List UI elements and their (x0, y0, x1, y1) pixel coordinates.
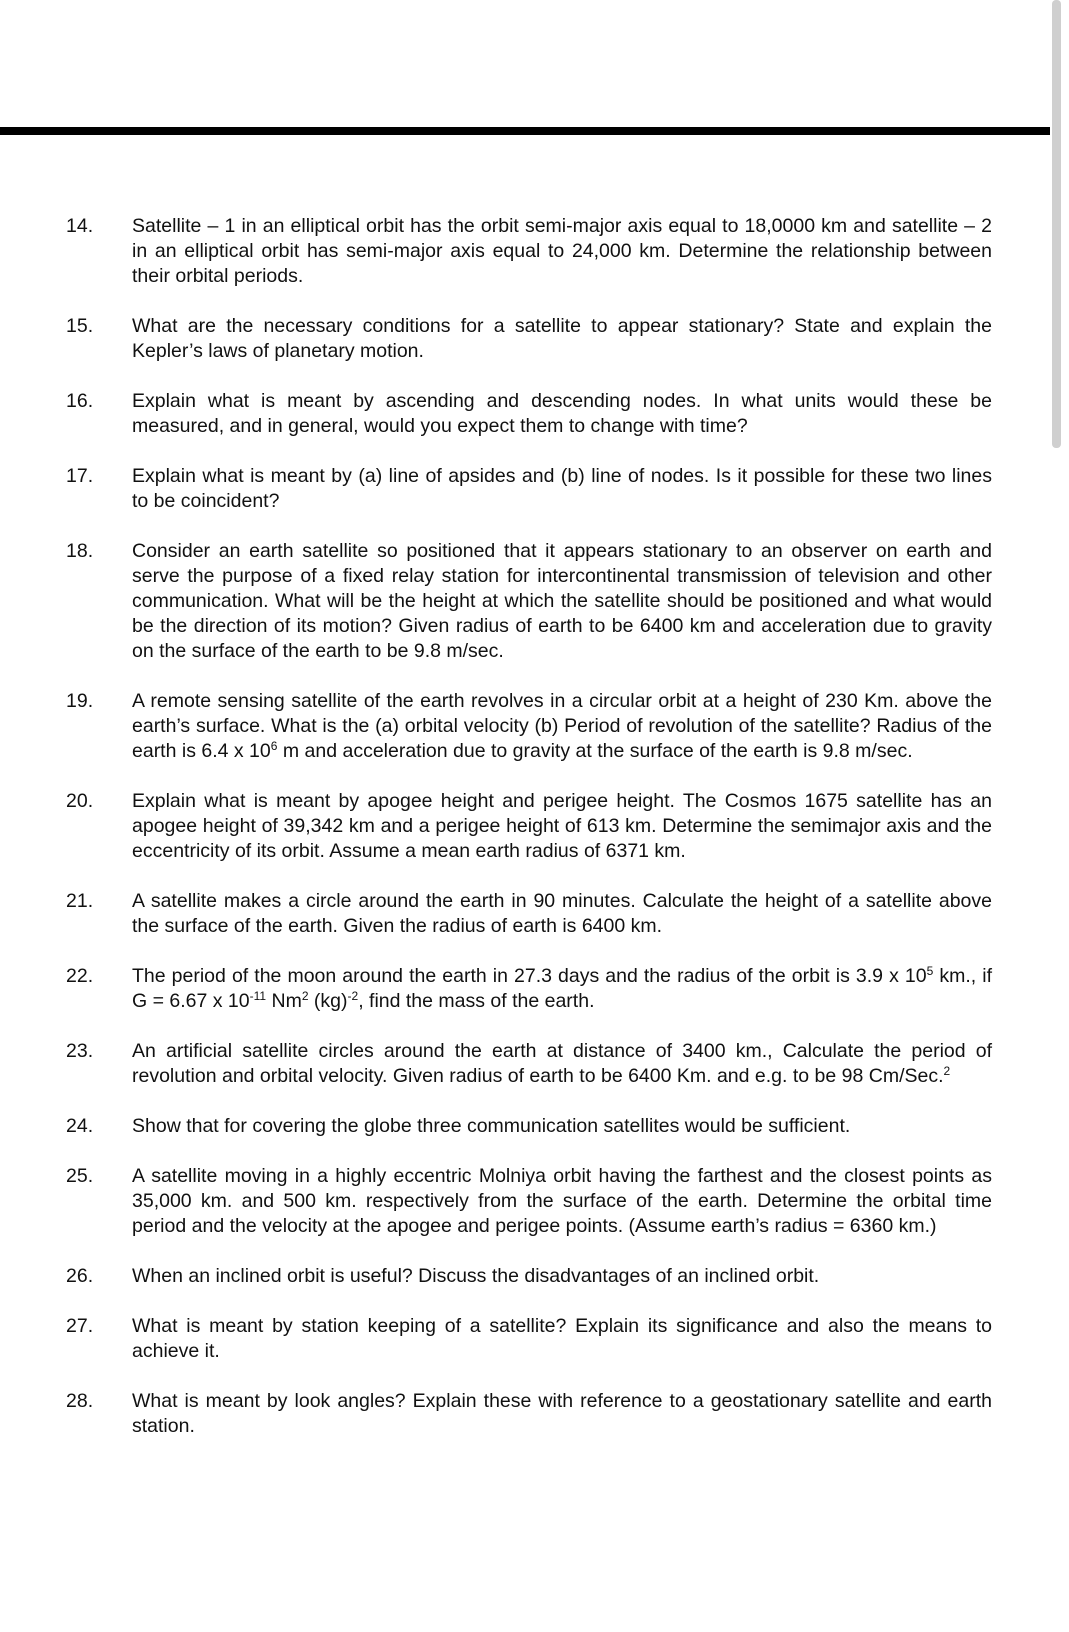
superscript: 2 (301, 989, 309, 1003)
text-run: Show that for covering the globe three communication satellites would be sufficient. (132, 1115, 851, 1137)
question-item (66, 389, 992, 439)
superscript: 5 (926, 964, 934, 978)
question-number: 22. (66, 965, 94, 987)
scrollbar-thumb[interactable] (1052, 0, 1061, 448)
superscript: -11 (249, 989, 267, 1003)
question-number: 28. (66, 1390, 94, 1412)
question-item (66, 1264, 992, 1289)
question-text (132, 1039, 992, 1089)
question-item (66, 1114, 992, 1139)
question-number: 15. (66, 315, 94, 337)
question-number: 23. (66, 1040, 94, 1062)
question-item (66, 1164, 992, 1239)
question-text (132, 889, 992, 939)
text-run: Explain what is meant by apogee height and perigee height. The Cosmos 1675 satellite has an apogee height of 39,342 km and a perigee height of 613 km. Determine the semimajor axis and the eccentricity of its orbit. Assume a mean earth radius of 6371 km. (132, 790, 992, 862)
text-run: Consider an earth satellite so positioned that it appears stationary to an observer on earth and serve the purpose of a fixed relay station for intercontinental transmission of television and other communication. What will be the height at which the satellite should be positioned and what would be the direction of its motion? Given radius of earth to be 6400 km and acceleration due to gravity on the surface of the earth to be 9.8 m/sec. (132, 540, 992, 662)
question-text (132, 1264, 992, 1289)
text-run: km., if G = 6.67 x 10 (132, 965, 992, 1012)
question-list (66, 214, 992, 1464)
text-run: A satellite moving in a highly eccentric Molniya orbit having the farthest and the closest points as 35,000 km. and 500 km. respectively from the surface of the earth. Determine the orbital time period and the velocity at the apogee and perigee points. (Assume earth’s radius = 6360 km.) (132, 1165, 992, 1237)
question-item (66, 314, 992, 364)
question-item (66, 964, 992, 1014)
question-number: 25. (66, 1165, 94, 1187)
question-number: 26. (66, 1265, 94, 1287)
question-item (66, 1314, 992, 1364)
question-number: 27. (66, 1315, 94, 1337)
question-item (66, 1389, 992, 1439)
text-run: (kg) (308, 990, 348, 1012)
question-item (66, 889, 992, 939)
question-number: 21. (66, 890, 94, 912)
text-run: A satellite makes a circle around the earth in 90 minutes. Calculate the height of a satellite above the surface of the earth. Given the radius of earth is 6400 km. (132, 890, 992, 937)
question-number: 14. (66, 215, 94, 237)
question-text (132, 1314, 992, 1364)
question-text (132, 689, 992, 764)
superscript: 6 (270, 739, 278, 753)
question-number: 19. (66, 690, 94, 712)
question-item (66, 789, 992, 864)
question-text (132, 539, 992, 664)
text-run: What is meant by station keeping of a satellite? Explain its significance and also the means to achieve it. (132, 1315, 992, 1362)
question-number: 16. (66, 390, 94, 412)
question-item (66, 214, 992, 289)
text-run: The period of the moon around the earth in 27.3 days and the radius of the orbit is 3.9 x 10 (132, 965, 927, 987)
question-number: 20. (66, 790, 94, 812)
text-run: An artificial satellite circles around the earth at distance of 3400 km., Calculate the period of revolution and orbital velocity. Given radius of earth to be 6400 Km. and e.g. to be 98 Cm/Sec. (132, 1040, 992, 1087)
text-run: Explain what is meant by ascending and descending nodes. In what units would these be measured, and in general, would you expect them to change with time? (132, 390, 992, 437)
text-run: A remote sensing satellite of the earth revolves in a circular orbit at a height of 230 Km. above the earth’s surface. What is the (a) orbital velocity (b) Period of revolution of the satellite? Radius of the earth is 6.4 x 10 (132, 690, 992, 762)
question-text (132, 964, 992, 1014)
question-text (132, 214, 992, 289)
question-text (132, 1114, 992, 1139)
superscript: -2 (347, 989, 359, 1003)
header-rule (0, 127, 1050, 135)
question-item (66, 539, 992, 664)
text-run: Explain what is meant by (a) line of apsides and (b) line of nodes. Is it possible for these two lines to be coincident? (132, 465, 992, 512)
text-run: , find the mass of the earth. (358, 990, 595, 1012)
text-run: What is meant by look angles? Explain these with reference to a geostationary satellite and earth station. (132, 1390, 992, 1437)
question-number: 18. (66, 540, 94, 562)
question-number: 17. (66, 465, 94, 487)
question-text (132, 1389, 992, 1439)
question-text (132, 789, 992, 864)
text-run: When an inclined orbit is useful? Discuss the disadvantages of an inclined orbit. (132, 1265, 820, 1287)
question-item (66, 1039, 992, 1089)
question-text (132, 464, 992, 514)
text-run: m and acceleration due to gravity at the surface of the earth is 9.8 m/sec. (277, 740, 913, 762)
question-item (66, 689, 992, 764)
text-run: Satellite – 1 in an elliptical orbit has the orbit semi-major axis equal to 18,0000 km and satellite – 2 in an elliptical orbit has semi-major axis equal to 24,000 km. Determine the relationship between their orbital periods. (132, 215, 992, 287)
question-text (132, 389, 992, 439)
text-run: What are the necessary conditions for a satellite to appear stationary? State and explain the Kepler’s laws of planetary motion. (132, 315, 992, 362)
question-item (66, 464, 992, 514)
question-text (132, 314, 992, 364)
superscript: 2 (943, 1064, 951, 1078)
question-text (132, 1164, 992, 1239)
question-number: 24. (66, 1115, 94, 1137)
text-run: Nm (266, 990, 302, 1012)
